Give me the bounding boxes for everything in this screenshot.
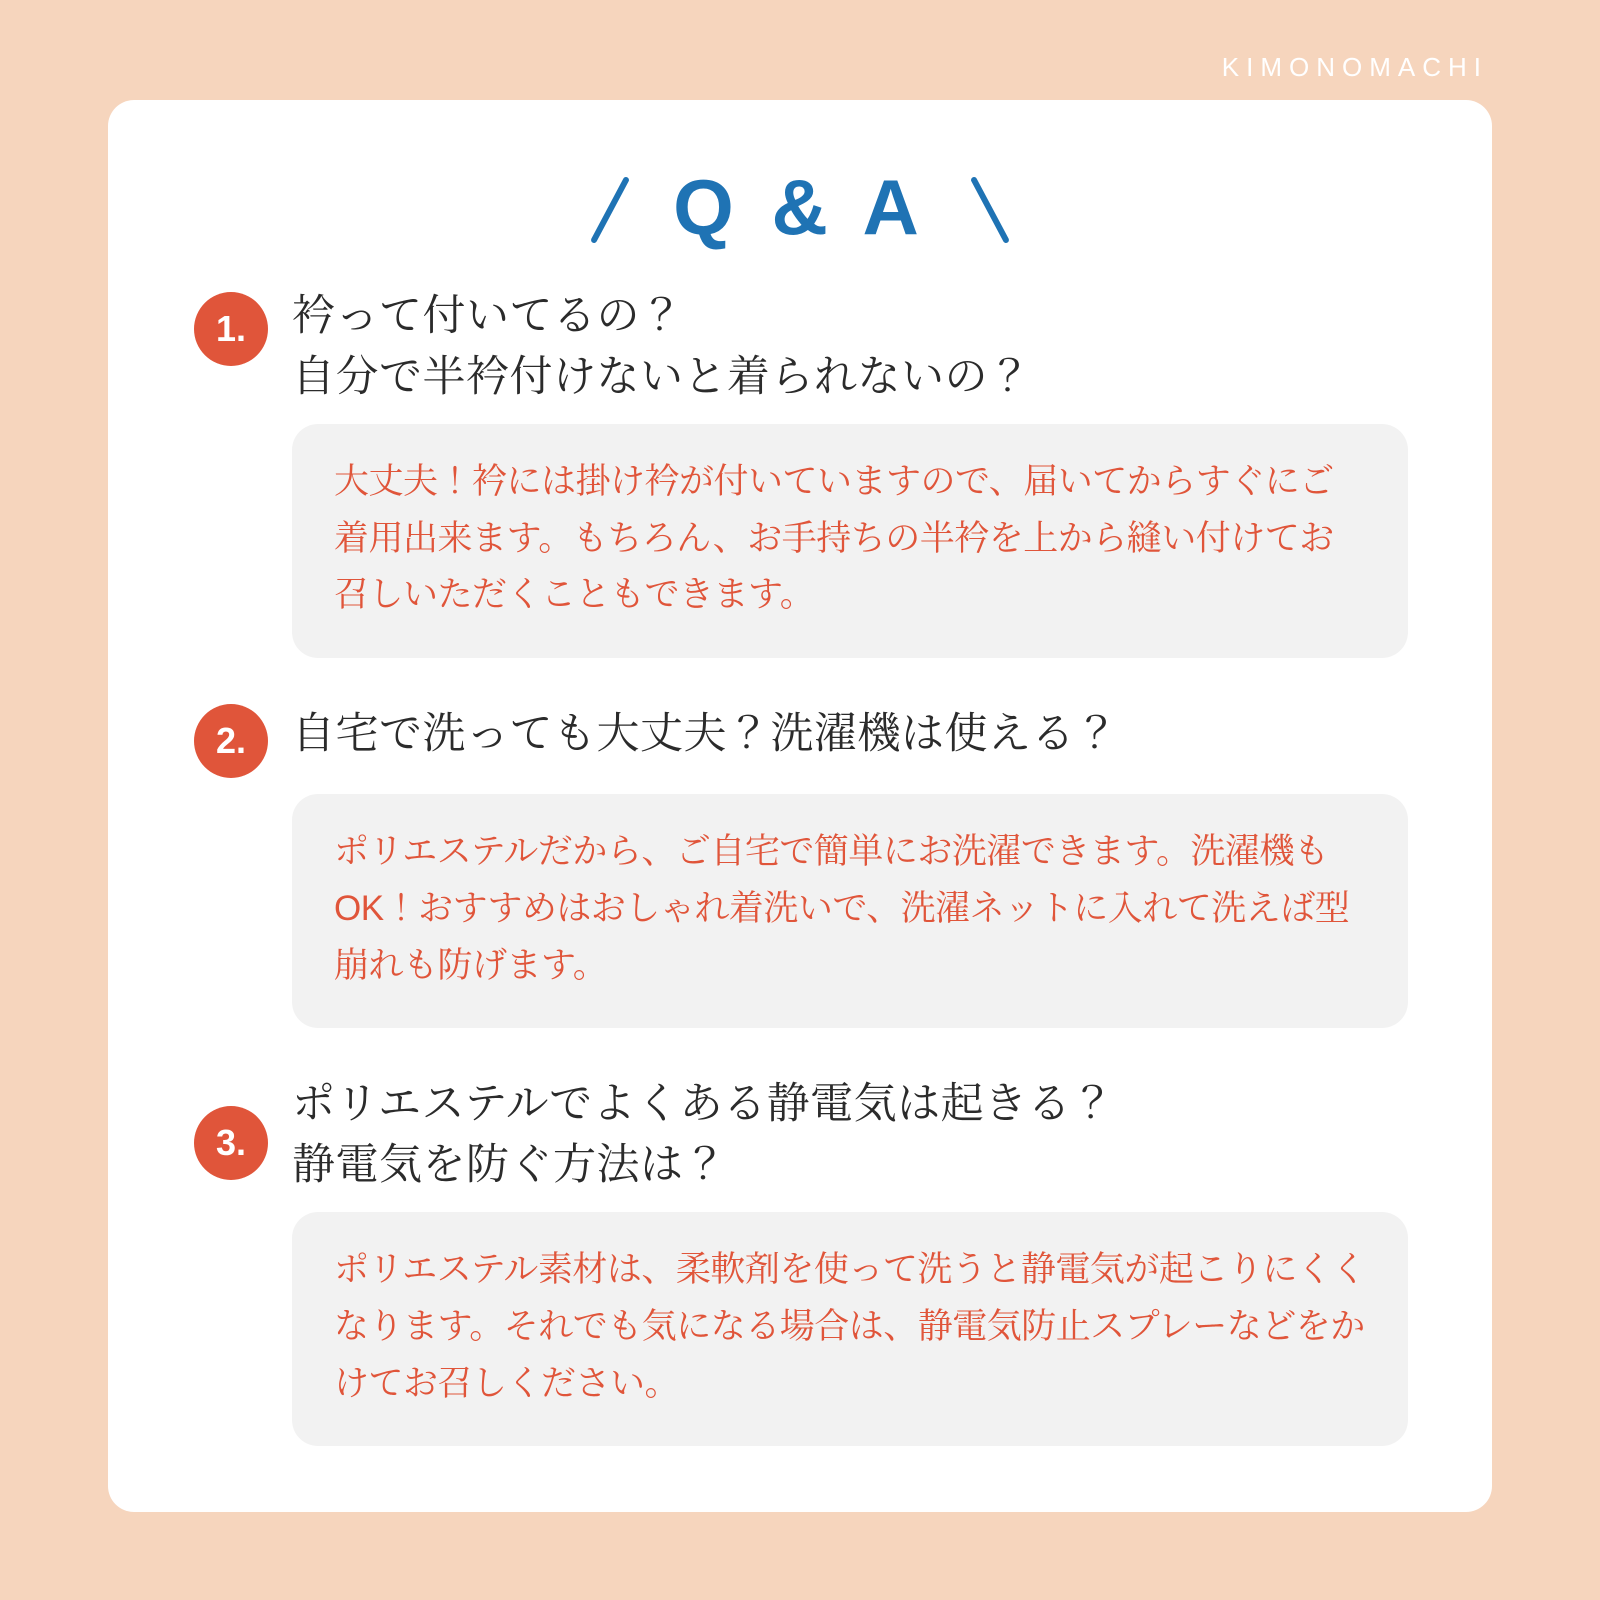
question-number-badge: 1.	[194, 292, 268, 366]
question-text	[292, 1072, 1115, 1196]
question-number-badge: 2.	[194, 704, 268, 778]
title-slash-left-icon	[590, 176, 630, 244]
question-text	[292, 702, 1119, 765]
question-number-badge: 3.	[194, 1106, 268, 1180]
answer-text: ポリエステル素材は、柔軟剤を使って洗うと静電気が起こりにくくなります。それでも気になる場合は、静電気防止スプレーなどをかけてお召しください。	[334, 1250, 1366, 1403]
qa-title-block	[108, 152, 1492, 262]
answer-box	[292, 1212, 1408, 1446]
question-text	[292, 284, 1032, 408]
page-title: Q & A	[673, 163, 927, 251]
question-line: ポリエステルでよくある静電気は起きる？	[292, 1080, 1115, 1129]
question-line: 自宅で洗っても大丈夫？洗濯機は使える？	[292, 710, 1119, 759]
question-row	[194, 1072, 1408, 1196]
qa-item	[194, 702, 1408, 1028]
question-row	[194, 702, 1408, 778]
answer-text: ポリエステルだから、ご自宅で簡単にお洗濯できます。洗濯機もOK！おすすめはおしゃれ着洗いで、洗濯ネットに入れて洗えば型崩れも防げます。	[334, 832, 1350, 985]
brand-logo: KIMONOMACHI	[1221, 52, 1488, 82]
qa-card	[108, 100, 1492, 1512]
qa-item	[194, 1072, 1408, 1446]
qa-list	[108, 284, 1492, 1446]
answer-box	[292, 424, 1408, 658]
answer-box	[292, 794, 1408, 1028]
qa-item	[194, 284, 1408, 658]
title-slash-right-icon	[970, 176, 1010, 244]
question-line: 自分で半衿付けないと着られないの？	[292, 353, 1032, 402]
question-line: 衿って付いてるの？	[292, 292, 684, 340]
question-row	[194, 284, 1408, 408]
answer-text: 大丈夫！衿には掛け衿が付いていますので、届いてからすぐにご着用出来ます。もちろん、お手持ちの半衿を上から縫い付けてお召しいただくこともできます。	[334, 462, 1334, 615]
question-line: 静電気を防ぐ方法は？	[292, 1141, 727, 1190]
